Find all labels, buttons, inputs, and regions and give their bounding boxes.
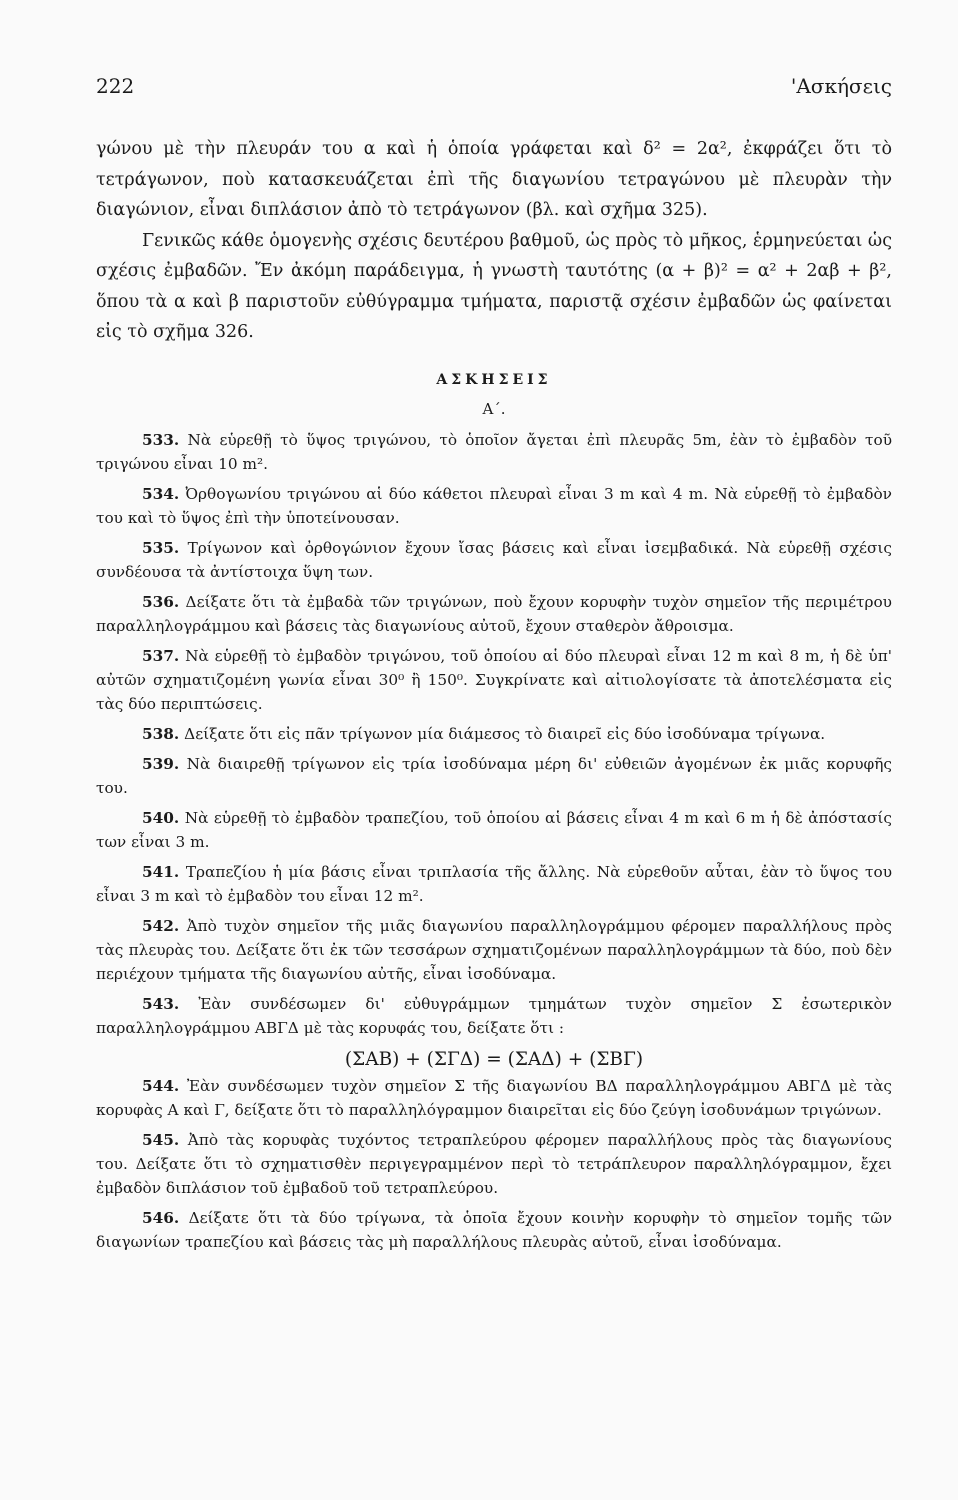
exercise-text: Ἀπὸ τὰς κορυφὰς τυχόντος τετραπλεύρου φέρομεν παραλλήλους πρὸς τὰς διαγωνίους του. Δείξατε ὅτι τὸ σχηματισθὲν περιγεγραμμένον περὶ τὸ τετράπλευρον παραλληλόγραμμον, ἔχει ἐμβαδὸν διπλάσιον τοῦ ἐμβαδοῦ τοῦ τετραπλεύρου. [96, 1130, 892, 1197]
exercise-item [96, 992, 892, 1040]
section-title: ΑΣΚΗΣΕΙΣ [436, 371, 552, 388]
exercise-text: Τραπεζίου ἡ μία βάσις εἶναι τριπλασία τῆς ἄλλης. Νὰ εὑρεθοῦν αὗται, ἐὰν τὸ ὕψος του εἶναι 3 m καὶ τὸ ἐμβαδὸν του εἶναι 12 m². [96, 862, 892, 905]
page-header [96, 74, 892, 108]
exercise-text: Τρίγωνον καὶ ὀρθογώνιον ἔχουν ἴσας βάσεις καὶ εἶναι ἰσεμβαδικά. Νὰ εὑρεθῇ σχέσις συνδέουσα τὰ ἀντίστοιχα ὕψη των. [96, 538, 892, 581]
exercise-item [96, 428, 892, 476]
exercise-number: 541. [142, 862, 180, 881]
exercise-number: 546. [142, 1208, 180, 1227]
exercise-number: 545. [142, 1130, 180, 1149]
exercise-text: Δείξατε ὅτι τὰ δύο τρίγωνα, τὰ ὁποῖα ἔχουν κοινὴν κορυφὴν τὸ σημεῖον τομῆς τῶν διαγωνίων τραπεζίου καὶ βάσεις τὰς μὴ παραλλήλους πλευρὰς αὐτοῦ, εἶναι ἰσοδύναμα. [96, 1208, 892, 1251]
exercise-number: 534. [142, 484, 180, 503]
exercise-number: 538. [142, 724, 180, 743]
exercise-item [96, 482, 892, 530]
exercise-item [96, 914, 892, 986]
exercise-item [96, 1074, 892, 1122]
exercise-number: 535. [142, 538, 180, 557]
exercise-text: Νὰ εὑρεθῇ τὸ ὕψος τριγώνου, τὸ ὁποῖον ἄγεται ἐπὶ πλευρᾶς 5m, ἐὰν τὸ ἐμβαδὸν τοῦ τριγώνου εἶναι 10 m². [96, 430, 892, 473]
exercise-text: Ὀρθογωνίου τριγώνου αἱ δύο κάθετοι πλευραὶ εἶναι 3 m καὶ 4 m. Νὰ εὑρεθῇ τὸ ἐμβαδὸν του καὶ τὸ ὕψος ἐπὶ τὴν ὑποτείνουσαν. [96, 484, 892, 527]
exercise-text: Νὰ εὑρεθῇ τὸ ἐμβαδὸν τραπεζίου, τοῦ ὁποίου αἱ βάσεις εἶναι 4 m καὶ 6 m ἡ δὲ ἀπόστασίς των εἶναι 3 m. [96, 808, 892, 851]
exercise-number: 539. [142, 754, 180, 773]
exercise-item [96, 1206, 892, 1254]
exercise-text: Νὰ διαιρεθῇ τρίγωνον εἰς τρία ἰσοδύναμα μέρη δι' εὐθειῶν ἀγομένων ἐκ μιᾶς κορυφῆς του. [96, 754, 892, 797]
exercise-formula: (ΣΑΒ) + (ΣΓΔ) = (ΣΑΔ) + (ΣΒΓ) [344, 1048, 644, 1070]
exercise-number: 543. [142, 994, 180, 1013]
intro-paragraph-2: Γενικῶς κάθε ὁμογενὴς σχέσις δευτέρου βαθμοῦ, ὡς πρὸς τὸ μῆκος, ἑρμηνεύεται ὡς σχέσις ἐμβαδῶν. Ἔν ἀκόμη παράδειγμα, ἡ γνωστὴ ταυτότης (α + β)² = α² + 2αβ + β², ὅπου τὰ α καὶ β παριστοῦν εὐθύγραμμα τμήματα, παριστᾷ σχέσιν ἐμβαδῶν ὡς φαίνεται εἰς τὸ σχῆμα 326. [96, 230, 892, 342]
exercise-text: Δείξατε ὅτι εἰς πᾶν τρίγωνον μία διάμεσος τὸ διαιρεῖ εἰς δύο ἰσοδύναμα τρίγωνα. [184, 724, 826, 743]
exercise-number: 540. [142, 808, 180, 827]
exercise-item [96, 806, 892, 854]
exercise-item [96, 644, 892, 716]
exercise-text: Ἀπὸ τυχὸν σημεῖον τῆς μιᾶς διαγωνίου παραλληλογράμμου φέρομεν παραλλήλους πρὸς τὰς πλευρὰς του. Δείξατε ὅτι ἐκ τῶν τεσσάρων σχηματιζομένων παραλληλογράμμων τὰ δύο, ποὺ δὲν περιέχουν τμήματα τῆς διαγωνίου αὐτῆς, εἶναι ἰσοδύναμα. [96, 916, 892, 983]
exercise-text: Ἐὰν συνδέσωμεν δι' εὐθυγράμμων τμημάτων τυχὸν σημεῖον Σ ἐσωτερικὸν παραλληλογράμμου ΑΒΓΔ μὲ τὰς κορυφάς του, δείξατε ὅτι : [96, 994, 892, 1037]
exercise-item [96, 722, 892, 746]
exercise-item [96, 752, 892, 800]
exercise-item [96, 590, 892, 638]
exercise-number: 533. [142, 430, 180, 449]
page-number: 222 [96, 74, 135, 98]
running-title: 'Ασκήσεις [790, 74, 892, 98]
page-body [96, 134, 892, 1260]
exercise-number: 544. [142, 1076, 180, 1095]
exercise-item [96, 1128, 892, 1200]
exercise-item [96, 860, 892, 908]
exercise-number: 537. [142, 646, 180, 665]
exercise-number: 542. [142, 916, 180, 935]
exercise-text: Ἐὰν συνδέσωμεν τυχὸν σημεῖον Σ τῆς διαγωνίου ΒΔ παραλληλογράμμου ΑΒΓΔ μὲ τὰς κορυφὰς Α καὶ Γ, δείξατε ὅτι τὸ παραλληλόγραμμον διαιρεῖται εἰς δύο ζεύγη ἰσοδυνάμων τριγώνων. [96, 1076, 892, 1119]
exercise-text: Νὰ εὑρεθῇ τὸ ἐμβαδὸν τριγώνου, τοῦ ὁποίου αἱ δύο πλευραὶ εἶναι 12 m καὶ 8 m, ἡ δὲ ὑπ' αὐτῶν σχηματιζομένη γωνία εἶναι 30⁰ ἢ 150⁰. Συγκρίνατε καὶ αἰτιολογίσατε τὰ ἀποτελέσματα εἰς τὰς δύο περιπτώσεις. [96, 646, 892, 713]
exercise-text: Δείξατε ὅτι τὰ ἐμβαδὰ τῶν τριγώνων, ποὺ ἔχουν κορυφὴν τυχὸν σημεῖον τῆς περιμέτρου παραλληλογράμμου καὶ βάσεις τὰς διαγωνίους αὐτοῦ, ἔχουν σταθερὸν ἄθροισμα. [96, 592, 892, 635]
exercise-item [96, 536, 892, 584]
subsection-label: Α΄. [482, 399, 506, 418]
intro-paragraph-1: γώνου μὲ τὴν πλευράν του α καὶ ἡ ὁποία γράφεται καὶ δ² = 2α², ἐκφράζει ὅτι τὸ τετράγωνον, ποὺ κατασκευάζεται ἐπὶ τῆς διαγωνίου τετραγώνου μὲ πλευρὰν τὴν διαγώνιον, εἶναι διπλάσιον ἀπὸ τὸ τετράγωνον (βλ. καὶ σχῆμα 325). [96, 139, 892, 220]
exercise-number: 536. [142, 592, 180, 611]
exercise-list [96, 428, 892, 1254]
